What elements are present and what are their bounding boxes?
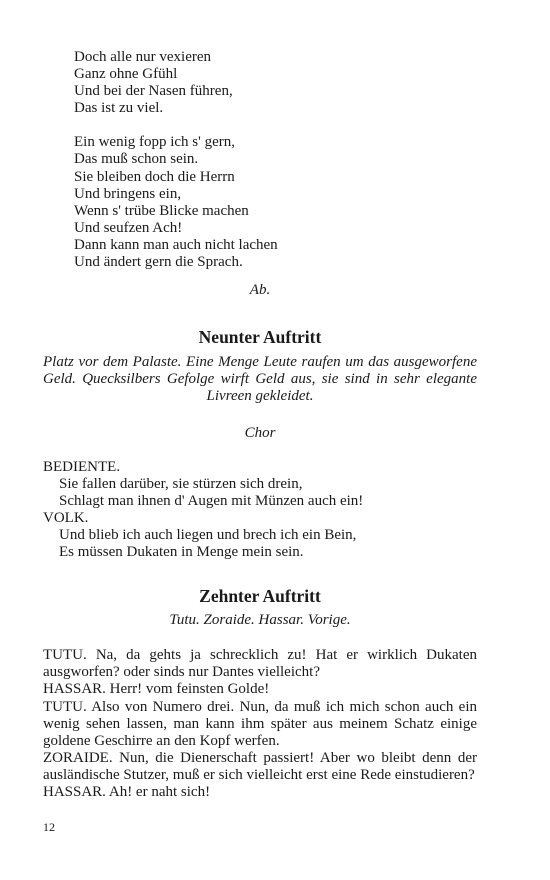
sung-line: Und blieb ich auch liegen und brech ich ein Bein, (59, 526, 357, 543)
scene-10-stage-direction: Tutu. Zoraide. Hassar. Vorige. (169, 612, 351, 629)
verse-line: Doch alle nur vexieren (74, 49, 212, 65)
verse-line: Dann kann man auch nicht lachen (74, 236, 278, 253)
chorus-song (43, 459, 477, 562)
scene-9-title: Neunter Auftritt (198, 327, 322, 348)
speech: TUTU. Na, da gehts ja schrecklich zu! Hat er wirklich Dukaten ausgworfen? oder sinds nur Dantes vielleicht? (43, 647, 477, 681)
verse-line: Das muß schon sein. (74, 151, 199, 168)
speech: ZORAIDE. Nun, die Dienerschaft passiert! Aber wo bleibt denn der ausländische Stutzer, muß er sich vielleicht erst eine Rede einstudieren? (43, 749, 477, 783)
speech: HASSAR. Herr! vom feinsten Golde! (43, 681, 270, 698)
speaker-name: BEDIENTE. (43, 458, 121, 475)
verse-line: Sie bleiben doch die Herrn (74, 168, 235, 185)
verse-line: Das ist zu viel. (74, 100, 164, 117)
verse-line: Und seufzen Ach! (74, 219, 183, 236)
stage-direction-exit: Ab. (249, 282, 271, 299)
verse-line: Ganz ohne Gfühl (74, 66, 178, 83)
verse-stanza-2 (74, 134, 477, 271)
chorus-heading: Chor (244, 424, 276, 441)
speaker-name: VOLK. (43, 509, 89, 526)
sung-line: Sie fallen darüber, sie stürzen sich drein, (59, 475, 303, 492)
verse-line: Und bei der Nasen führen, (74, 83, 233, 100)
scene-9-stage-direction: Platz vor dem Palaste. Eine Menge Leute raufen um das ausgeworfene Geld. Quecksilbers Gefolge wirft Geld aus, sie sind in sehr elegante Livreen gekleidet. (43, 354, 477, 405)
sung-line: Schlagt man ihnen d' Augen mit Münzen auch ein! (59, 492, 364, 509)
speech: HASSAR. Ah! er naht sich! (43, 784, 211, 800)
scene-10-title: Zehnter Auftritt (199, 586, 321, 607)
verse-line: Und bringens ein, (74, 185, 182, 202)
sung-line: Es müssen Dukaten in Menge mein sein. (59, 544, 304, 561)
verse-stanza-1 (74, 49, 477, 117)
dialogue (43, 647, 477, 801)
stanza-gap (43, 117, 477, 134)
speech: TUTU. Also von Numero drei. Nun, da muß ich mich schon auch ein wenig sehen lassen, man kann ihm später aus meinem Schatz einige goldene Geschirre an den Kopf werfen. (43, 698, 477, 749)
page-number: 12 (43, 820, 55, 834)
verse-line: Und ändert gern die Sprach. (74, 254, 243, 271)
verse-line: Wenn s' trübe Blicke machen (74, 202, 249, 219)
verse-line: Ein wenig fopp ich s' gern, (74, 134, 236, 151)
page-content (43, 49, 477, 801)
